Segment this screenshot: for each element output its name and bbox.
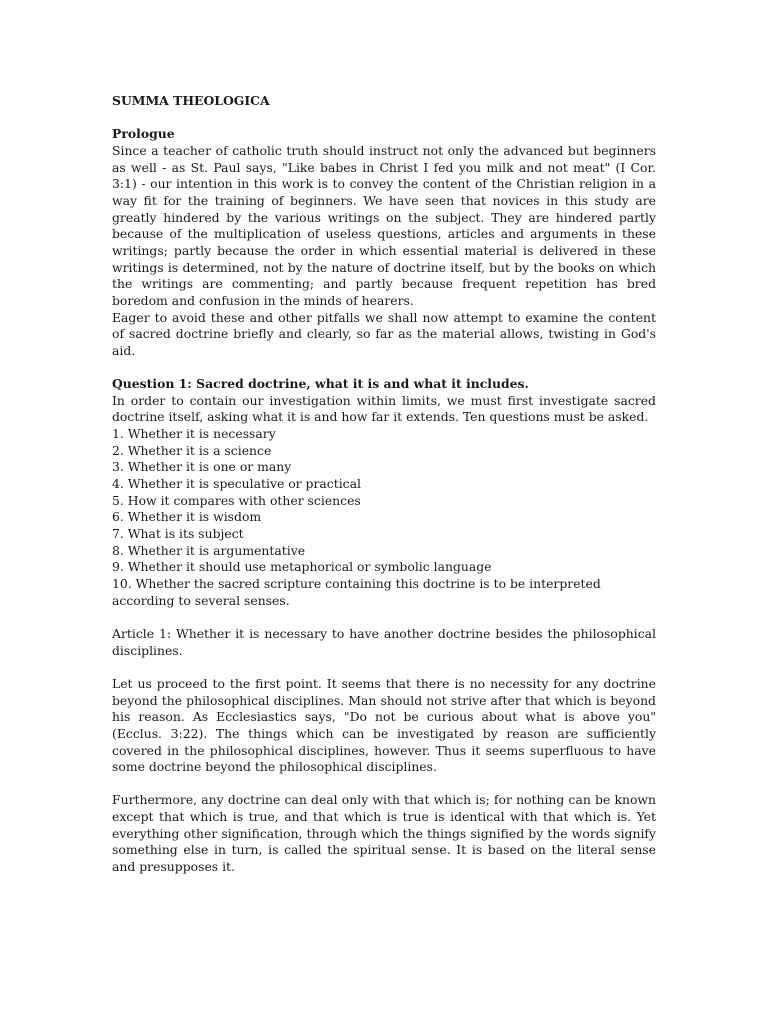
- prologue-paragraph-1: Since a teacher of catholic truth should instruct not only the advanced but beginners as well - as St. Paul says, "Like babes in Christ I fed you milk and not meat" (I Cor. 3:1) - our intention in this work is to convey the content of the Christian religion in a way fit for the training of beginners. We have seen that novices in this study are greatly hindered by the various writings on the subject. They are hindered partly because of the multiplication of useless questions, articles and arguments in these writings; partly because the order in which essential material is delivered in these writings is determined, not by the nature of doctrine itself, but by the books on which the writings are commenting; and partly because frequent repetition has bred boredom and confusion in the minds of hearers.: [112, 142, 656, 308]
- question-list: [112, 426, 656, 609]
- article-1-paragraph-2: Furthermore, any doctrine can deal only with that which is; for nothing can be known except that which is true, and that which is true is identical with that which is. Yet everything other signification, through which the things signified by the words signify something else in turn, is called the spiritual sense. It is based on the literal sense and presupposes it.: [112, 792, 656, 875]
- list-item: 4. Whether it is speculative or practical: [112, 476, 361, 492]
- document-title: SUMMA THEOLOGICA: [112, 93, 270, 108]
- list-item: 7. What is its subject: [112, 526, 244, 542]
- list-item: 10. Whether the sacred scripture containing this doctrine is to be interpreted according to several senses.: [112, 576, 601, 608]
- list-item: 6. Whether it is wisdom: [112, 509, 262, 525]
- prologue-heading: Prologue: [112, 126, 175, 142]
- spacer: [112, 609, 656, 626]
- article-1-paragraph-1: Let us proceed to the first point. It seems that there is no necessity for any doctrine beyond the philosophical disciplines. Man should not strive after that which is beyond his reason. As Ecclesiastics says, "Do not be curious about what is above you" (Ecclus. 3:22). The things which can be investigated by reason are sufficiently covered in the philosophical disciplines, however. Thus it seems superfluous to have some doctrine beyond the philosophical disciplines.: [112, 675, 656, 775]
- list-item: 2. Whether it is a science: [112, 442, 272, 458]
- article-1-heading: Article 1: Whether it is necessary to have another doctrine besides the philosophical disciplines.: [112, 625, 656, 658]
- spacer: [112, 776, 656, 793]
- spacer: [112, 659, 656, 676]
- spacer: [112, 359, 656, 376]
- list-item: 5. How it compares with other sciences: [112, 492, 361, 508]
- list-item: 1. Whether it is necessary: [112, 426, 276, 442]
- list-item: 3. Whether it is one or many: [112, 459, 292, 475]
- prologue-paragraph-2: Eager to avoid these and other pitfalls we shall now attempt to examine the content of sacred doctrine briefly and clearly, so far as the material allows, twisting in God's aid.: [112, 309, 656, 358]
- list-item: 9. Whether it should use metaphorical or symbolic language: [112, 559, 492, 575]
- document-page: [112, 93, 656, 876]
- list-item: 8. Whether it is argumentative: [112, 542, 306, 558]
- question-1-intro: In order to contain our investigation within limits, we must first investigate sacred doctrine itself, asking what it is and how far it extends. Ten questions must be asked.: [112, 392, 656, 425]
- question-1-heading: Question 1: Sacred doctrine, what it is and what it includes.: [112, 376, 529, 392]
